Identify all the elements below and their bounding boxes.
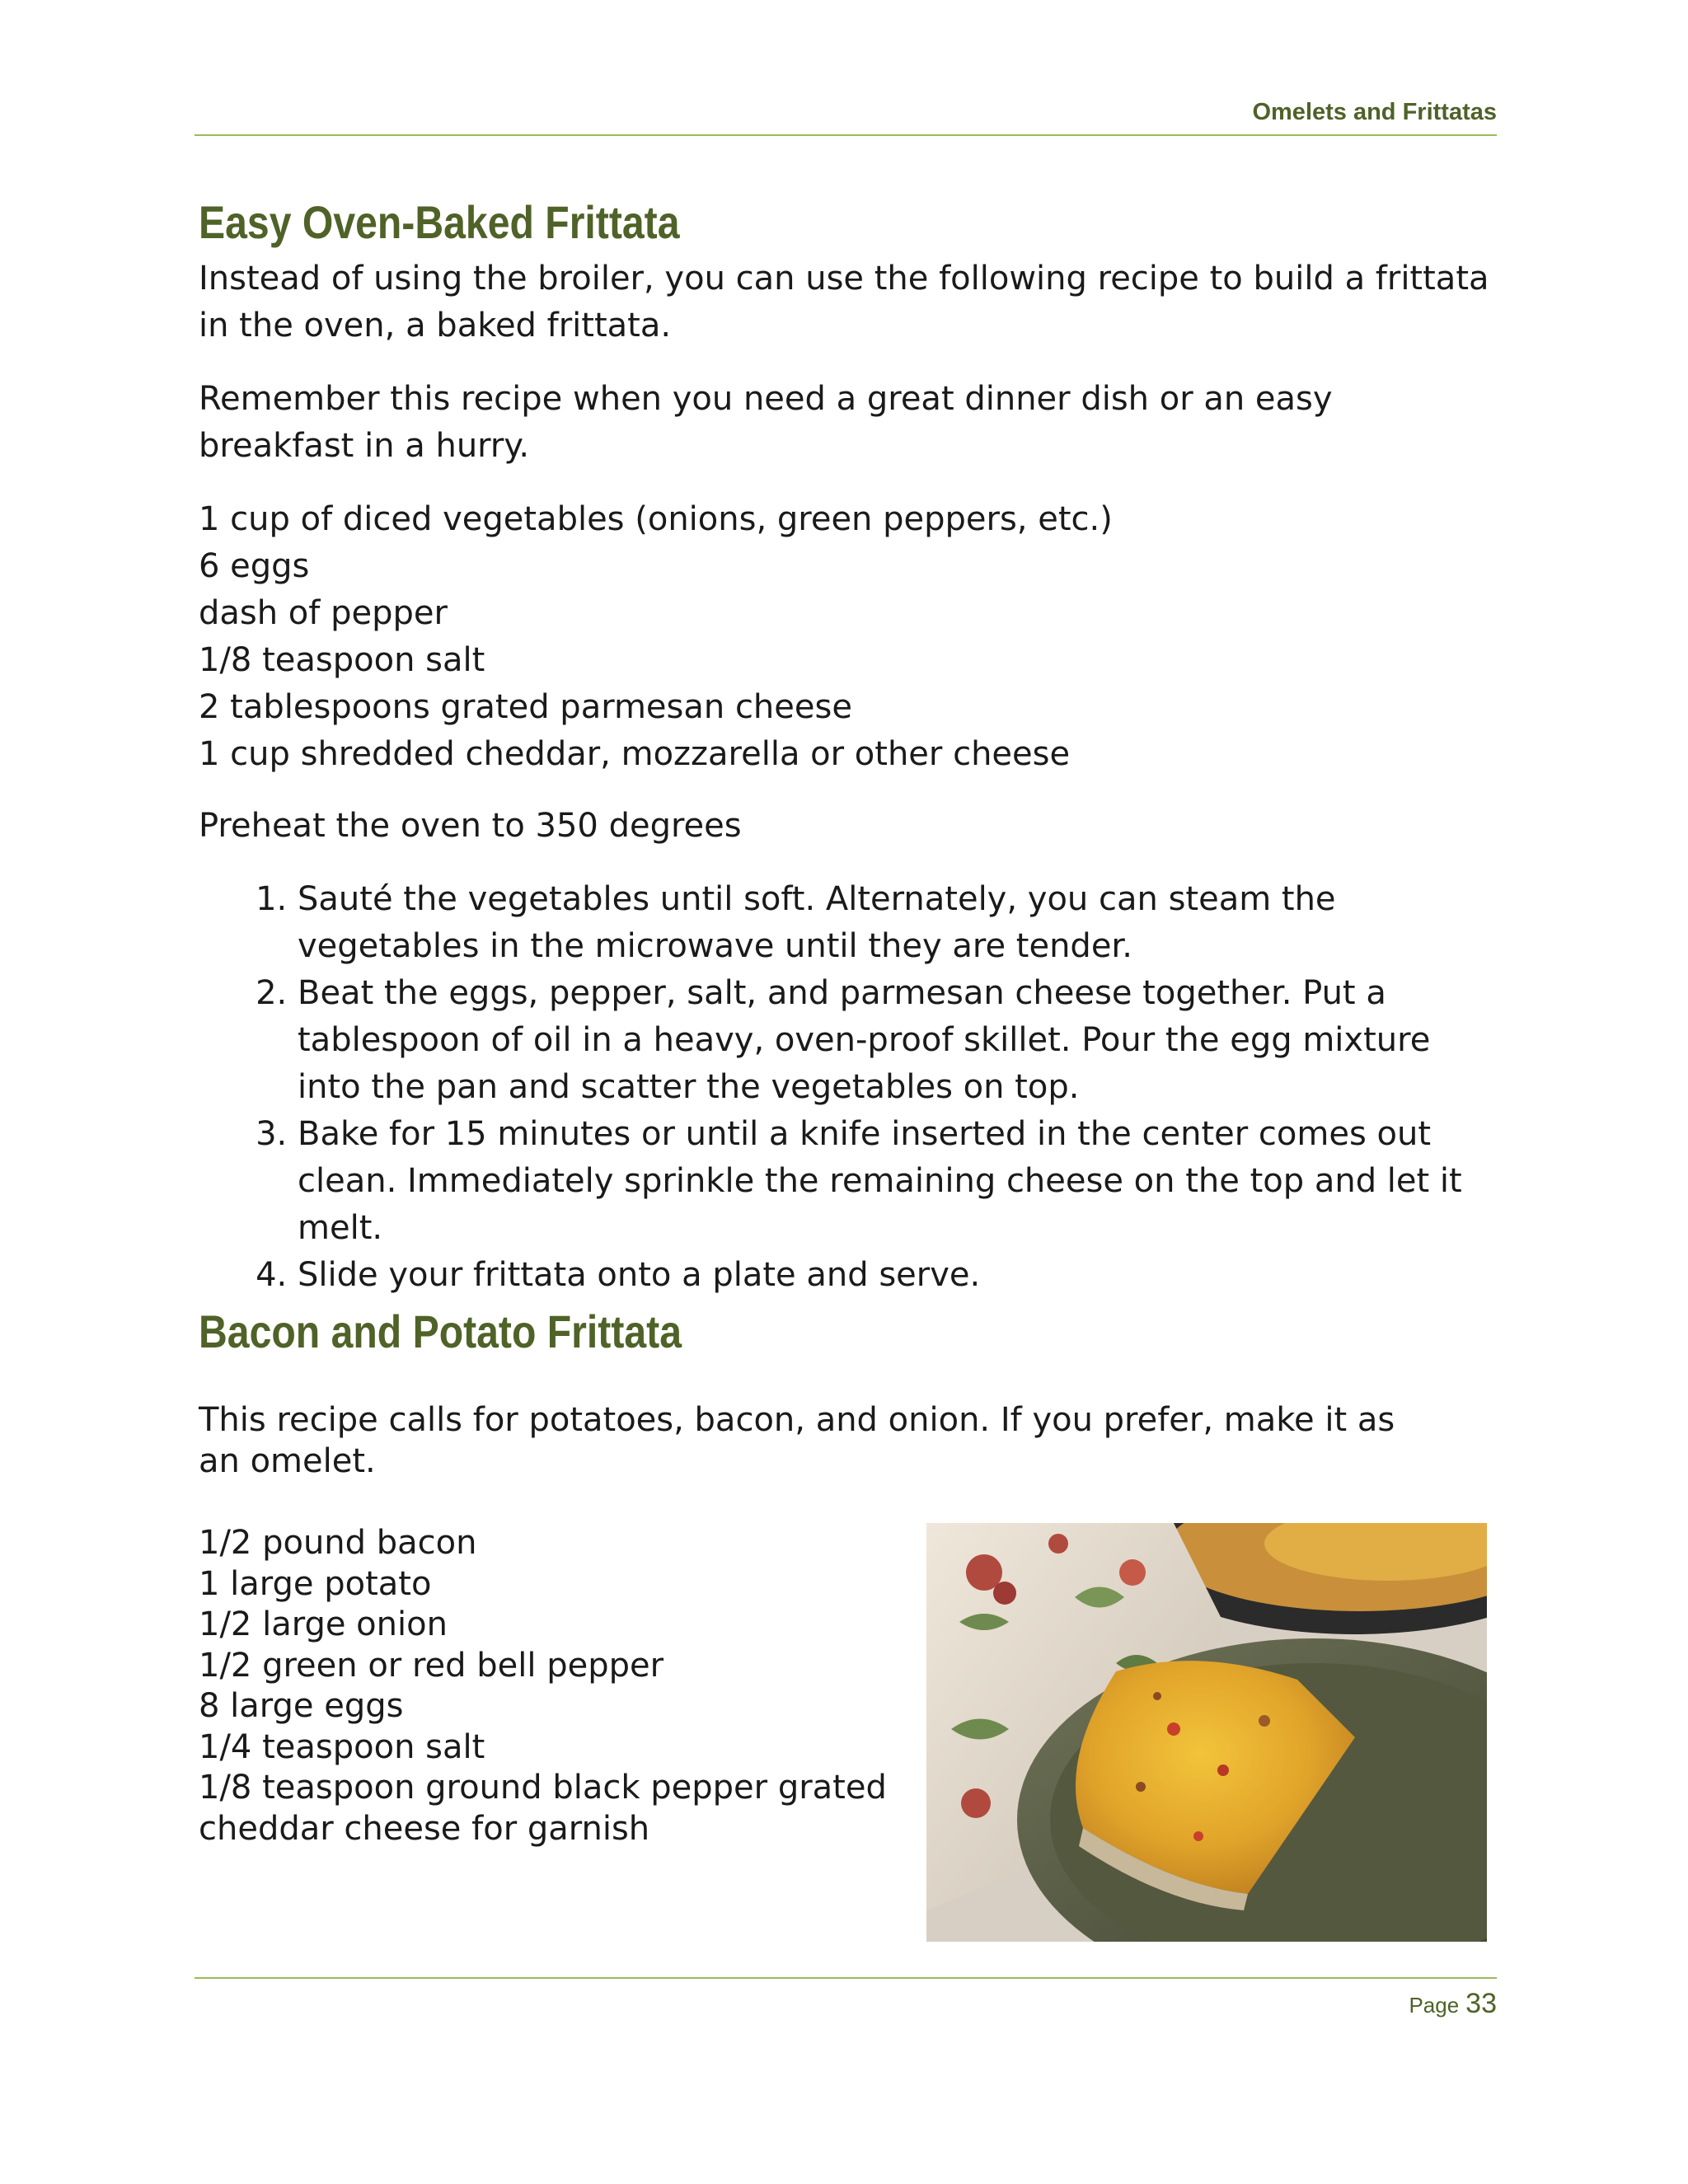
recipe-intro-paragraph: This recipe calls for potatoes, bacon, and onion. If you prefer, make it as an omelet. bbox=[199, 1401, 1395, 1480]
page-content bbox=[199, 190, 1497, 1943]
instruction-step: 2. Beat the eggs, pepper, salt, and parmesan cheese together. Put a tablespoon of oil in a heavy, oven-proof skillet. Pour the egg mixture into the pan and scatter the vegetables on top. bbox=[298, 970, 1497, 1111]
instruction-steps bbox=[199, 876, 1497, 1299]
recipe-title-bacon-potato-frittata: Bacon and Potato Frittata bbox=[199, 1305, 682, 1357]
recipe-intro-paragraph: Remember this recipe when you need a great dinner dish or an easy breakfast in a hurry. bbox=[199, 380, 1333, 465]
ingredient-item: 8 large eggs bbox=[199, 1687, 404, 1725]
preheat-instruction: Preheat the oven to 350 degrees bbox=[199, 807, 742, 845]
ingredient-item: 1/2 large onion bbox=[199, 1605, 448, 1643]
instruction-step: 3. Bake for 15 minutes or until a knife inserted in the center comes out clean. Immediately sprinkle the remaining cheese on the top and let it melt. bbox=[298, 1111, 1497, 1252]
instruction-step: 1. Sauté the vegetables until soft. Alternately, you can steam the vegetables in the microwave until they are tender. bbox=[298, 876, 1497, 970]
ingredient-item: 6 eggs bbox=[199, 547, 310, 585]
recipe-title-oven-baked-frittata: Easy Oven-Baked Frittata bbox=[199, 196, 680, 248]
ingredient-item: 1 large potato bbox=[199, 1564, 432, 1603]
ingredient-list bbox=[199, 496, 1497, 778]
footer-rule bbox=[195, 1977, 1497, 1979]
running-header: Omelets and Frittatas bbox=[1252, 99, 1497, 125]
ingredient-item: 1/8 teaspoon ground black pepper grated cheddar cheese for garnish bbox=[199, 1769, 887, 1848]
page-number bbox=[195, 1988, 1497, 2020]
frittata-photo bbox=[926, 1523, 1487, 1942]
ingredient-item: 1 cup of diced vegetables (onions, green peppers, etc.) bbox=[199, 500, 1113, 538]
ingredient-item: 1/2 pound bacon bbox=[199, 1524, 477, 1562]
ingredients-and-photo bbox=[199, 1523, 1497, 1943]
page-label: Page bbox=[1409, 1993, 1460, 2018]
ingredient-list bbox=[199, 1523, 907, 1849]
ingredient-item: 1/4 teaspoon salt bbox=[199, 1727, 485, 1766]
ingredient-item: 1/8 teaspoon salt bbox=[199, 641, 485, 679]
ingredient-item: dash of pepper bbox=[199, 594, 448, 632]
ingredient-item: 1/2 green or red bell pepper bbox=[199, 1646, 664, 1685]
ingredient-item: 1 cup shredded cheddar, mozzarella or other cheese bbox=[199, 735, 1071, 773]
header-rule bbox=[195, 134, 1497, 136]
recipe-intro-paragraph: Instead of using the broiler, you can use the following recipe to build a frittata in the oven, a baked frittata. bbox=[199, 260, 1489, 344]
instruction-step: 4. Slide your frittata onto a plate and serve. bbox=[298, 1252, 1497, 1299]
ingredient-item: 2 tablespoons grated parmesan cheese bbox=[199, 688, 852, 726]
page-number-value: 33 bbox=[1465, 1988, 1497, 2019]
